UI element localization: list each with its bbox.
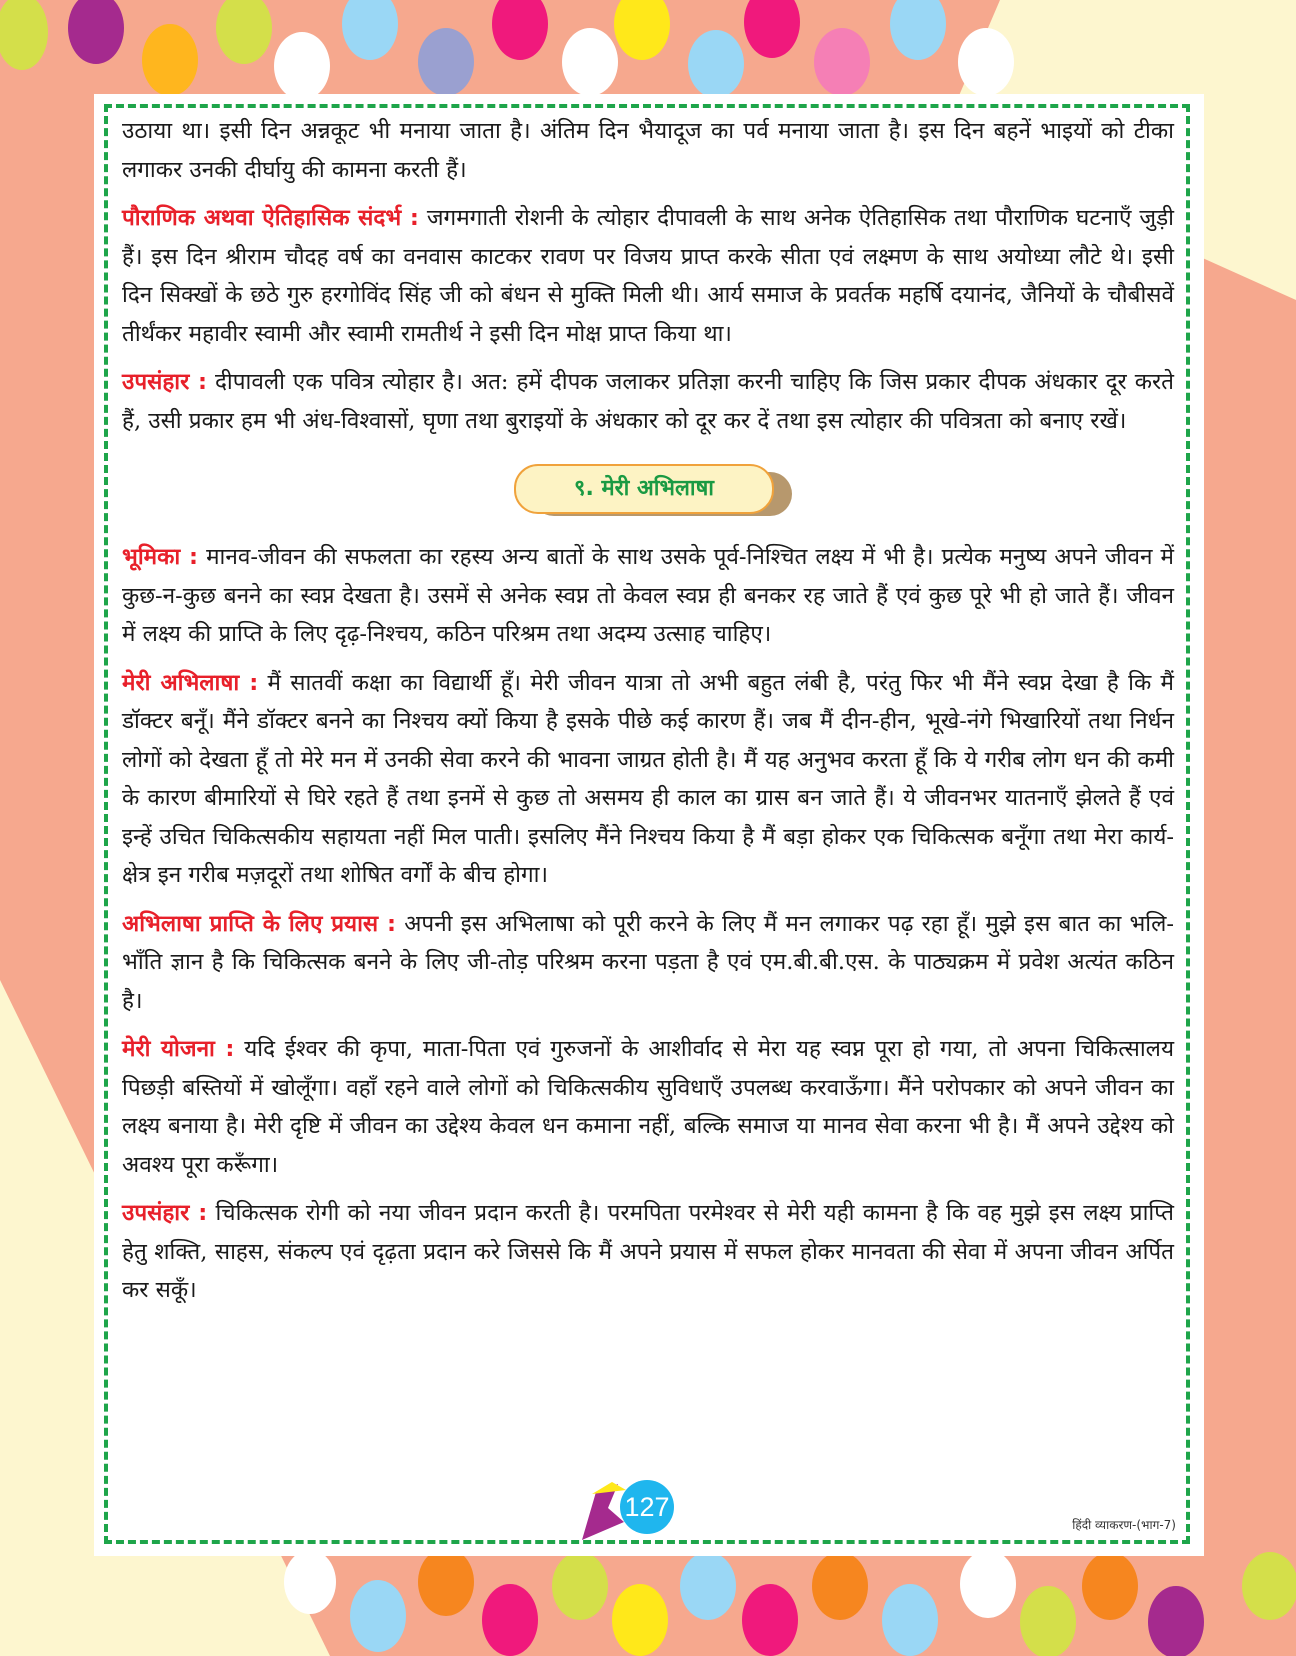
paragraph-introduction [122, 538, 1174, 654]
paragraph-text: जगमगाती रोशनी के त्योहार दीपावली के साथ अनेक ऐतिहासिक तथा पौराणिक घटनाएँ जुड़ी हैं। इस दिन श्रीराम चौदह वर्ष का वनवास काटकर रावण पर विजय प्राप्त करके सीता एवं लक्ष्मण के साथ अयोध्या लौटे थे। इसी दिन सिक्खों के छठे गुरु हरगोविंद सिंह जी को बंधन से मुक्ति मिली थी। आर्य समाज के प्रवर्तक महर्षि दयानंद, जैनियों के चौबीसवें तीर्थंकर महावीर स्वामी और स्वामी रामतीर्थ ने इसी दिन मोक्ष प्राप्त किया था। [122, 205, 1174, 347]
paragraph-conclusion [122, 1194, 1174, 1310]
paragraph-heading: मेरी अभिलाषा : [122, 669, 259, 696]
paragraph-text: उठाया था। इसी दिन अन्नकूट भी मनाया जाता है। अंतिम दिन भैयादूज का पर्व मनाया जाता है। इस दिन बहनें भाइयों को टीका लगाकर उनकी दीर्घायु की कामना करती हैं। [122, 118, 1174, 183]
paragraph-text: चिकित्सक रोगी को नया जीवन प्रदान करती है। परमपिता परमेश्वर से मेरी यही कामना है कि वह मुझे इस लक्ष्य प्राप्ति हेतु शक्ति, साहस, संकल्प एवं दृढ़ता प्रदान करे जिससे कि मैं अपने प्रयास में सफल होकर मानवता की सेवा में अपना जीवन अर्पित कर सकूँ। [122, 1200, 1174, 1303]
paragraph-my-plan [122, 1030, 1174, 1184]
page-content [122, 112, 1174, 1320]
paragraph-text: अपनी इस अभिलाषा को पूरी करने के लिए मैं मन लगाकर पढ़ रहा हूँ। मुझे इस बात का भलि-भाँति ज्ञान है कि चिकित्सक बनने के लिए जी-तोड़ परिश्रम करना पड़ता है एवं एम.बी.बी.एस. के पाठ्यक्रम में प्रवेश अत्यंत कठिन है। [122, 910, 1174, 1014]
section-title: ९. मेरी अभिलाषा [514, 464, 774, 514]
paragraph-my-ambition [122, 664, 1174, 895]
paragraph-heading: अभिलाषा प्राप्ति के लिए प्रयास : [122, 910, 397, 937]
paragraph-efforts [122, 905, 1174, 1021]
page-number: 127 [620, 1480, 674, 1534]
paragraph-heading: मेरी योजना : [122, 1036, 235, 1062]
paragraph-text: मानव-जीवन की सफलता का रहस्य अन्य बातों के साथ उसके पूर्व-निश्चित लक्ष्य में भी है। प्रत्येक मनुष्य अपने जीवन में कुछ-न-कुछ बनने का स्वप्न देखता है। उसमें से अनेक स्वप्न तो केवल स्वप्न ही बनकर रह जाते हैं एवं कुछ पूरे भी हो जाते हैं। जीवन में लक्ष्य की प्राप्ति के लिए दृढ़-निश्चय, कठिन परिश्रम तथा अदम्य उत्साह चाहिए। [122, 544, 1174, 647]
paragraph-heading: उपसंहार : [122, 1200, 208, 1226]
paragraph-heading: उपसंहार : [122, 369, 207, 395]
paragraph-conclusion-diwali [122, 363, 1174, 440]
paragraph-text: दीपावली एक पवित्र त्योहार है। अत: हमें दीपक जलाकर प्रतिज्ञा करनी चाहिए कि जिस प्रकार दीपक अंधकार दूर करते हैं, उसी प्रकार हम भी अंध-विश्वासों, घृणा तथा बुराइयों के अंधकार को दूर कर दें तथा इस त्योहार की पवित्रता को बनाए रखें। [122, 369, 1175, 434]
paragraph-heading: भूमिका : [122, 544, 198, 570]
paragraph-text: मैं सातवीं कक्षा का विद्यार्थी हूँ। मेरी जीवन यात्रा तो अभी बहुत लंबी है, परंतु फिर भी मैंने स्वप्न देखा है कि मैं डॉक्टर बनूँ। मैंने डॉक्टर बनने का निश्चय क्यों किया है इसके पीछे कई कारण हैं। जब मैं दीन-हीन, भूखे-नंगे भिखारियों तथा निर्धन लोगों को देखता हूँ तो मेरे मन में उनकी सेवा करने की भावना जाग्रत होती है। मैं यह अनुभव करता हूँ कि ये गरीब लोग धन की कमी के कारण बीमारियों से घिरे रहते हैं तथा इनमें से कुछ तो असमय ही काल का ग्रास बन जाते हैं। ये जीवनभर यातनाएँ झेलते हैं एवं इन्हें उचित चिकित्सकीय सहायता नहीं मिल पाती। इसलिए मैंने निश्चय किया है मैं बड़ा होकर एक चिकित्सक बनूँगा तथा मेरा कार्य-क्षेत्र इन गरीब मज़दूरों तथा शोषित वर्गों के बीच होगा। [122, 669, 1174, 888]
paragraph-text: यदि ईश्वर की कृपा, माता-पिता एवं गुरुजनों के आशीर्वाद से मेरा यह स्वप्न पूरा हो गया, तो अपना चिकित्सालय पिछड़ी बस्तियों में खोलूँगा। वहाँ रहने वाले लोगों को चिकित्सकीय सुविधाएँ उपलब्ध करवाऊँगा। मैंने परोपकार को अपने जीवन का लक्ष्य बनाया है। मेरी दृष्टि में जीवन का उद्देश्य केवल धन कमाना नहीं, बल्कि समाज या मानव सेवा करना भी है। मैं अपने उद्देश्य को अवश्य पूरा करूँगा। [122, 1036, 1174, 1178]
book-footer: हिंदी व्याकरण-(भाग-7) [1072, 1518, 1176, 1532]
section-title-row [122, 462, 1174, 520]
paragraph-heading: पौराणिक अथवा ऐतिहासिक संदर्भ : [122, 205, 419, 231]
paragraph-historical-context [122, 199, 1174, 353]
paragraph-intro-continuation [122, 112, 1174, 189]
